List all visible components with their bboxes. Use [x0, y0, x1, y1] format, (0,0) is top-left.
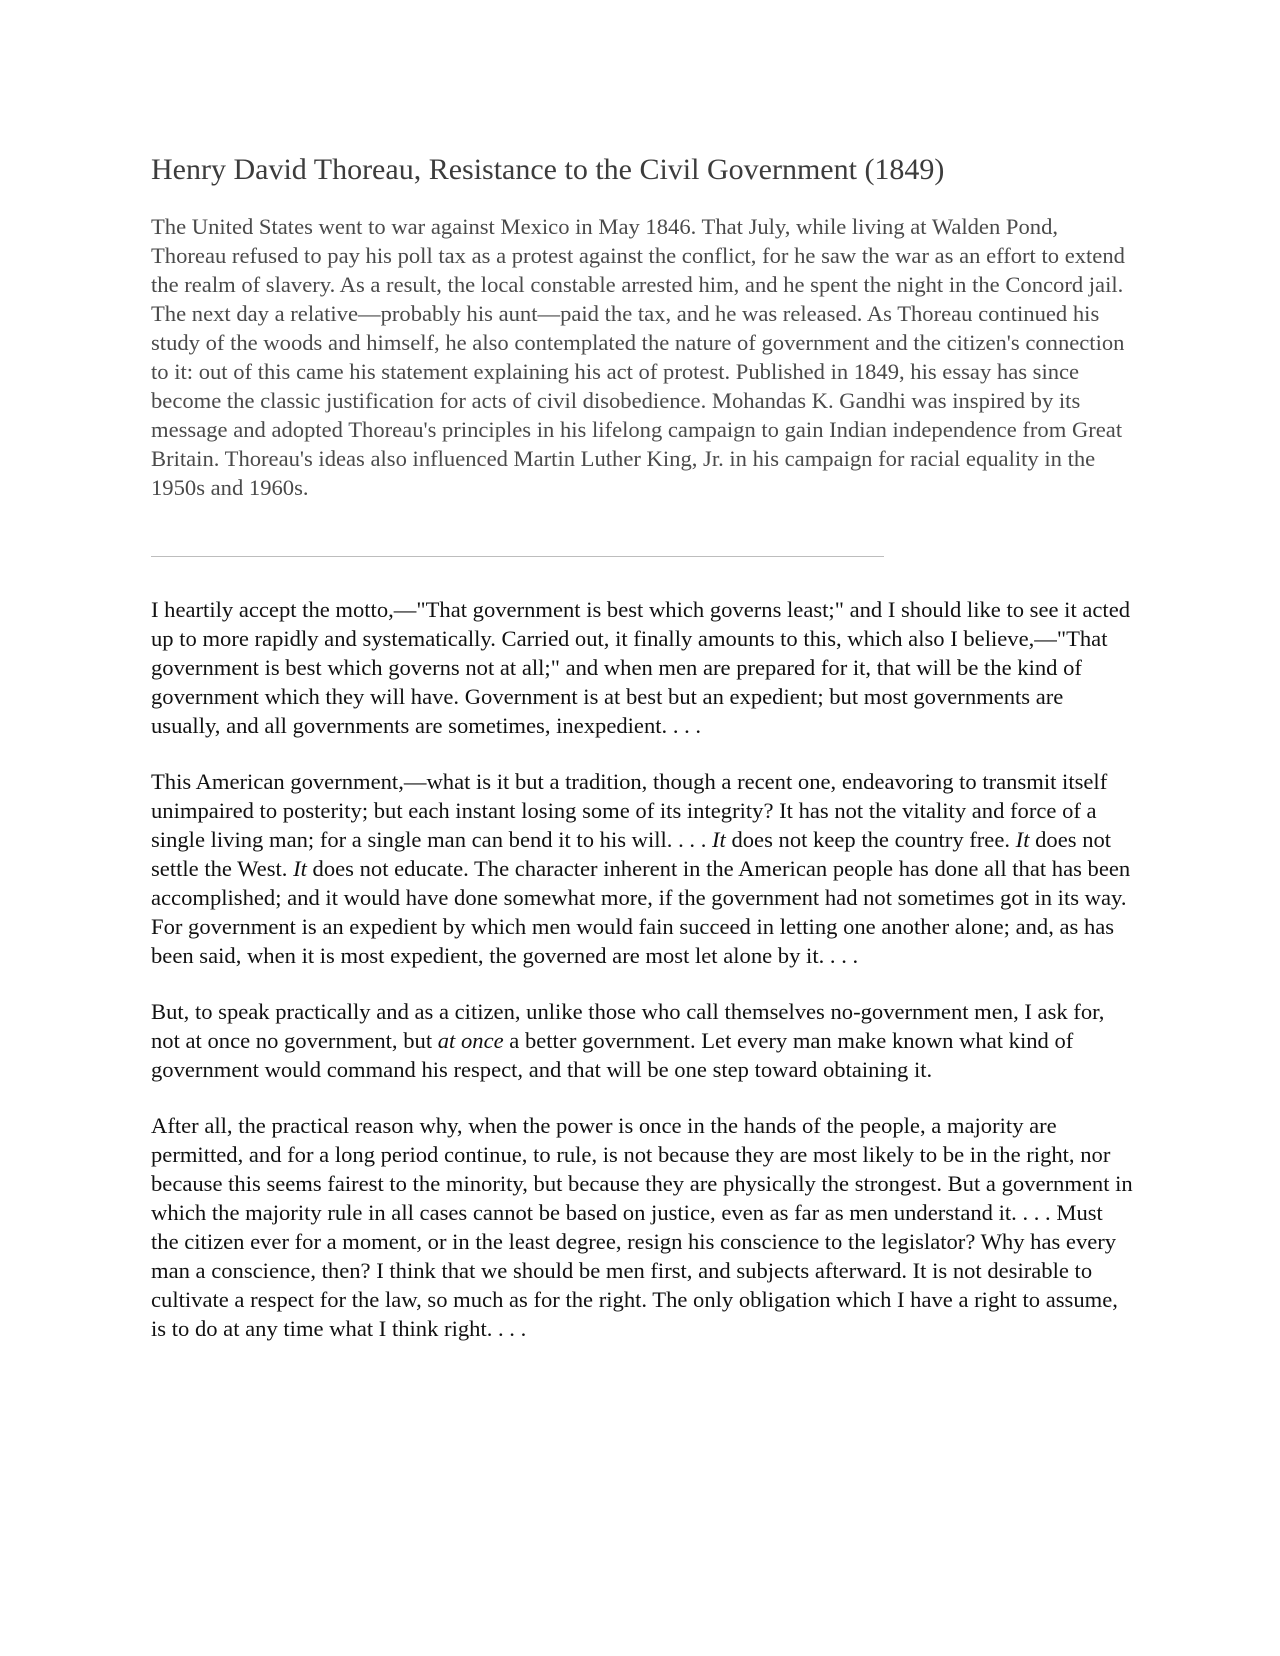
- essay-paragraph-2: [151, 767, 1136, 970]
- essay-paragraph-4: After all, the practical reason why, when the power is once in the hands of the people, a majority are permitted, and for a long period continue, to rule, is not because they are most likely to be in the right, nor because this seems fairest to the minority, but because they are physically the strongest. But a government in which the majority rule in all cases cannot be based on justice, even as far as men understand it. . . . Must the citizen ever for a moment, or in the least degree, resign his conscience to the legislator? Why has every man a conscience, then? I think that we should be men first, and subjects afterward. It is not desirable to cultivate a respect for the law, so much as for the right. The only obligation which I have a right to assume, is to do at any time what I think right. . . .: [151, 1113, 1133, 1341]
- paragraph-text: does not settle the West.: [151, 827, 1112, 881]
- paragraph-text: But, to speak practically and as a citizen, unlike those who call themselves no-government men, I ask for, not at once no government, but: [151, 999, 1105, 1053]
- document-page: [151, 152, 1136, 1370]
- paragraph-text: does not educate. The character inherent in the American people has done all that has been accomplished; and it would have done somewhat more, if the government had not sometimes got in its way. For government is an expedient by which men would fain succeed in letting one another alone; and, as has been said, when it is most expedient, the governed are most let alone by it. . . .: [151, 856, 1131, 968]
- italic-at-once: at once: [437, 1028, 504, 1053]
- paragraph-text: does not keep the country free.: [725, 827, 1016, 852]
- essay-paragraph-3: [151, 997, 1136, 1084]
- essay-paragraph-1: I heartily accept the motto,—"That government is best which governs least;" and I should like to see it acted up to more rapidly and systematically. Carried out, it finally amounts to this, which also I believe,—"That government is best which governs not at all;" and when men are prepared for it, that will be the kind of government which they will have. Government is at best but an expedient; but most governments are usually, and all governments are sometimes, inexpedient. . . .: [151, 597, 1131, 738]
- italic-it: It: [293, 856, 307, 881]
- italic-it: It: [1015, 827, 1030, 852]
- intro-paragraph: The United States went to war against Mexico in May 1846. That July, while living at Walden Pond, Thoreau refused to pay his poll tax as a protest against the conflict, for he saw the war as an effort to extend the realm of slavery. As a result, the local constable arrested him, and he spent the night in the Concord jail. The next day a relative—probably his aunt—paid the tax, and he was released. As Thoreau continued his study of the woods and himself, he also contemplated the nature of government and the citizen's connection to it: out of this came his statement explaining his act of protest. Published in 1849, his essay has since become the classic justification for acts of civil disobedience. Mohandas K. Gandhi was inspired by its message and adopted Thoreau's principles in his lifelong campaign to gain Indian independence from Great Britain. Thoreau's ideas also influenced Martin Luther King, Jr. in his campaign for racial equality in the 1950s and 1960s.: [151, 214, 1125, 500]
- section-divider: [151, 556, 884, 557]
- italic-it: It: [712, 827, 726, 852]
- page-title: Henry David Thoreau, Resistance to the Civil Government (1849): [151, 153, 945, 186]
- paragraph-text: a better government. Let every man make known what kind of government would command his respect, and that will be one step toward obtaining it.: [151, 1028, 1074, 1082]
- paragraph-text: This American government,—what is it but a tradition, though a recent one, endeavoring to transmit itself unimpaired to posterity; but each instant losing some of its integrity? It has not the vitality and force of a single living man; for a single man can bend it to his will. . . .: [151, 769, 1108, 852]
- essay-excerpt: [151, 595, 1136, 1343]
